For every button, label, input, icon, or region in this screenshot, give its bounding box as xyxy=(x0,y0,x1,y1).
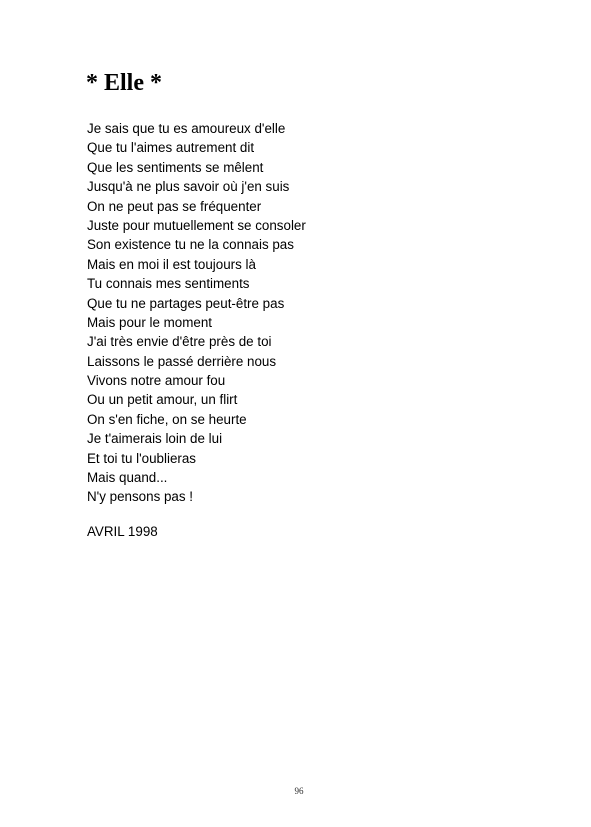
poem-title: * Elle * xyxy=(86,70,162,96)
poem-line: N'y pensons pas ! xyxy=(87,489,194,505)
poem-line: Mais en moi il est toujours là xyxy=(87,256,256,272)
poem-line: Laissons le passé derrière nous xyxy=(87,353,277,369)
poem-line: J'ai très envie d'être près de toi xyxy=(87,334,272,350)
poem-line: Son existence tu ne la connais pas xyxy=(87,237,294,253)
poem-line: Que les sentiments se mêlent xyxy=(87,159,264,175)
poem-line: Jusqu'à ne plus savoir où j'en suis xyxy=(87,179,290,195)
poem-line: Je sais que tu es amoureux d'elle xyxy=(87,121,286,136)
poem-line: Je t'aimerais loin de lui xyxy=(87,431,223,447)
poem-line: Mais quand... xyxy=(87,470,168,486)
poem-line: On ne peut pas se fréquenter xyxy=(87,198,262,214)
poem-line: Que tu l'aimes autrement dit xyxy=(87,140,255,156)
poem-line: Et toi tu l'oublieras xyxy=(87,450,196,466)
poem-line: Ou un petit amour, un flirt xyxy=(87,392,238,408)
poem-line: Que tu ne partages peut-être pas xyxy=(87,295,285,311)
poem-line: Mais pour le moment xyxy=(87,314,213,330)
poem-line: Tu connais mes sentiments xyxy=(87,276,250,292)
poem-date: AVRIL 1998 xyxy=(87,524,158,539)
poem-line: Juste pour mutuellement se consoler xyxy=(87,217,306,233)
poem-body xyxy=(87,119,306,507)
poem-line: On s'en fiche, on se heurte xyxy=(87,411,247,427)
page-number: 96 xyxy=(294,786,304,796)
poem-line: Vivons notre amour fou xyxy=(87,373,226,389)
